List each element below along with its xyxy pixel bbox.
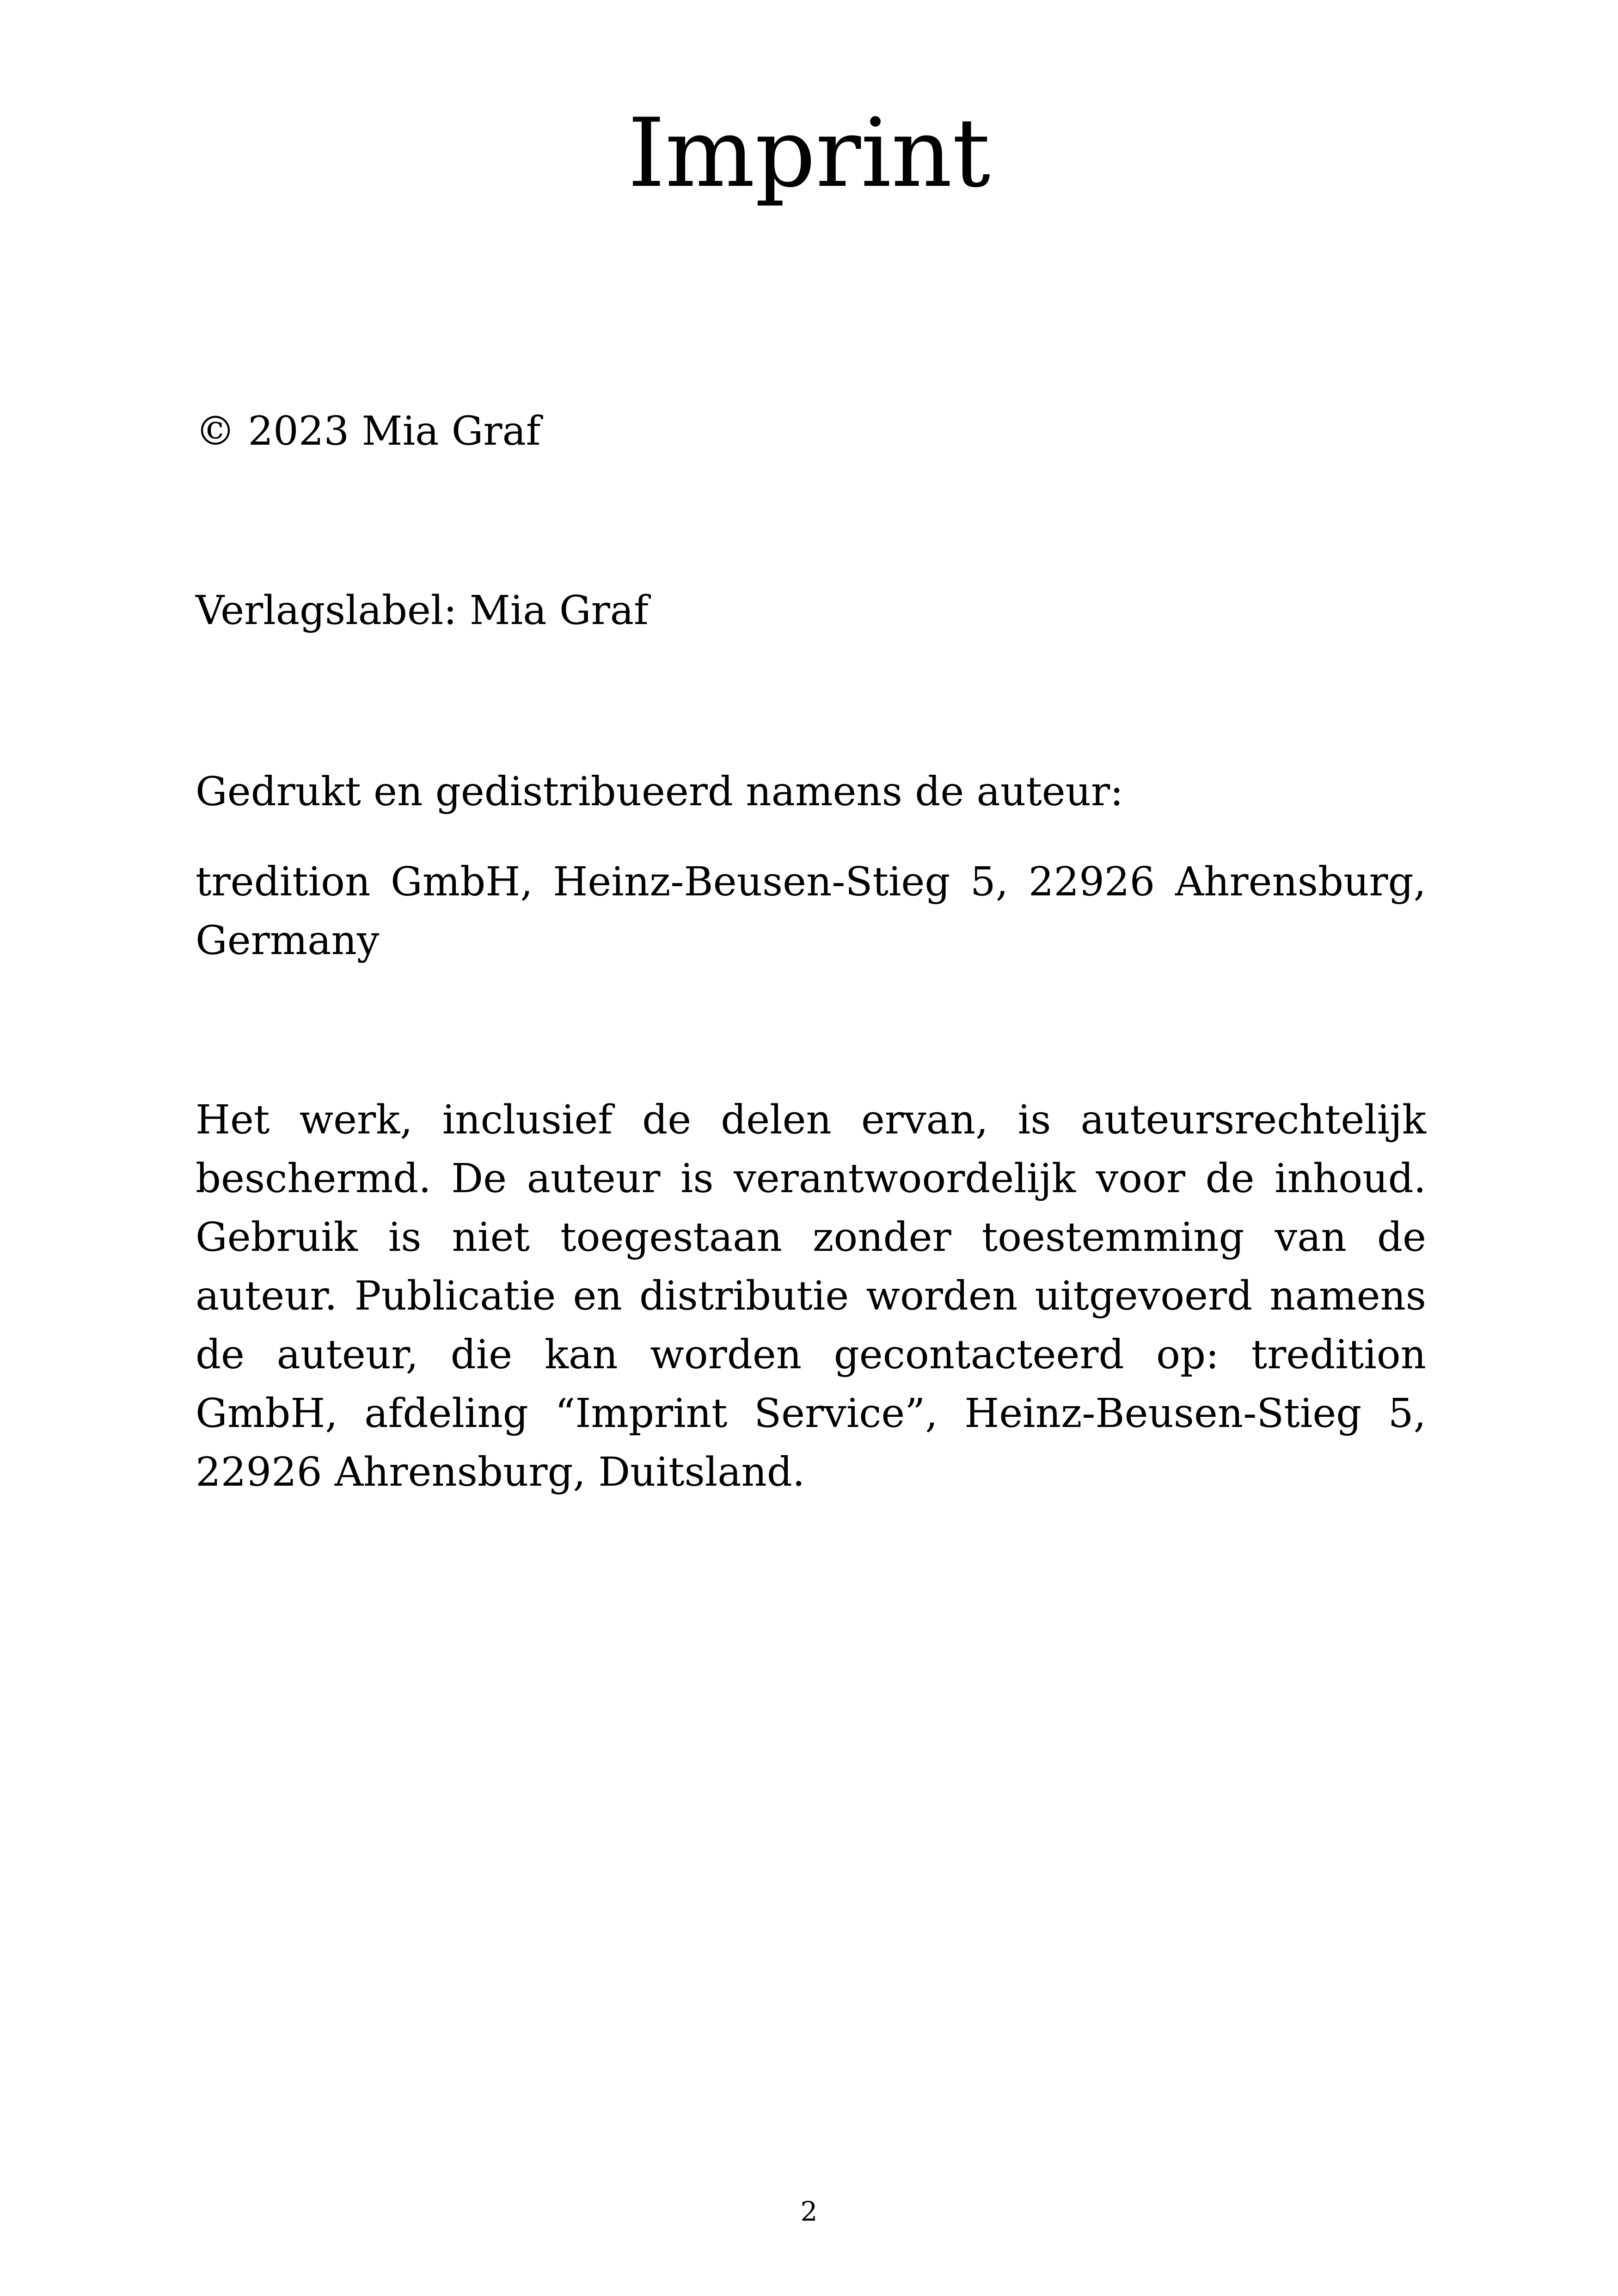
copyright-line: © 2023 Mia Graf <box>196 408 541 454</box>
publisher-label: Verlagslabel: Mia Graf <box>196 588 649 634</box>
page-title: Imprint <box>627 98 991 208</box>
page-number: 2 <box>800 2196 818 2227</box>
printed-by-intro: Gedrukt en gedistribueerd namens de auteur: <box>196 769 1124 815</box>
copyright-notice: Het werk, inclusief de delen ervan, is auteursrechtelijk beschermd. De auteur is verantwoordelijk voor de inhoud. Gebruik is niet toegestaan zonder toestemming van de auteur. Publicatie en distributie worden uitgevoerd namens de auteur, die kan worden gecontacteerd op: tredition GmbH, afdeling “Imprint Service”, Heinz-Beusen-Stieg 5, 22926 Ahrensburg, Duitsland. <box>196 1097 1426 1495</box>
printed-by-address: tredition GmbH, Heinz-Beusen-Stieg 5, 22926 Ahrensburg, Germany <box>196 859 1426 964</box>
